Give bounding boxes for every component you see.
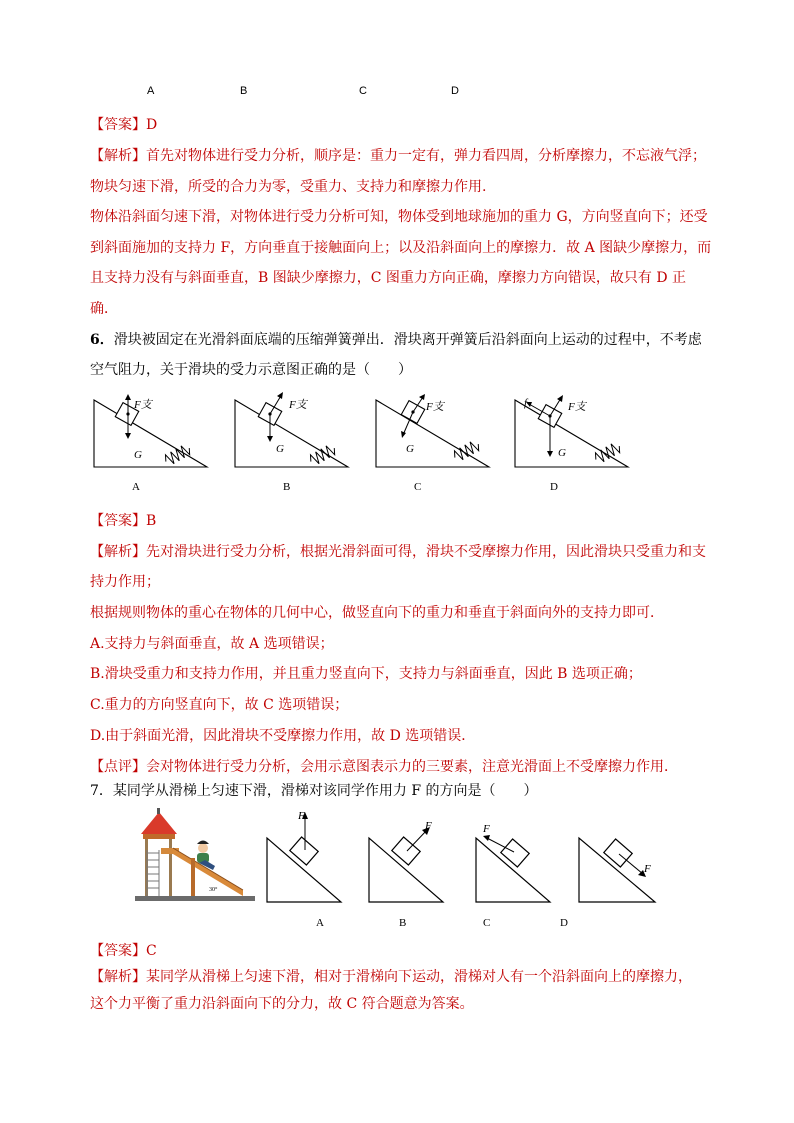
gravity-label: G [134, 449, 142, 461]
question-text: 滑块被固定在光滑斜面底端的压缩弹簧弹出．滑块离开弹簧后沿斜面向上运动的过程中，不考虑 [113, 332, 702, 348]
q6-stem-line-2: 空气阻力，关于滑块的受力示意图正确的是（ ） [90, 362, 412, 378]
force-label: F [425, 820, 432, 832]
q7-diagram-b [367, 818, 447, 905]
force-label: F [644, 863, 651, 875]
analysis-text: 首先对物体进行受力分析，顺序是：重力一定有，弹力看四周，分析摩擦力，不忘液气浮； [146, 148, 706, 164]
support-force-label: F支 [568, 401, 586, 413]
comment-text: 会对物体进行受力分析，会用示意图表示力的三要素，注意光滑面上不受摩擦力作用． [146, 759, 678, 775]
q7-analysis-line-2: 这个力平衡了重力沿斜面向下的分力，故 C 符合题意为答案。 [90, 996, 474, 1012]
q6-diagram-a [92, 392, 212, 472]
q7-stem [90, 781, 538, 801]
q5-answer [90, 115, 157, 135]
force-label: F [483, 823, 490, 835]
q7-option-c-label: C [483, 917, 491, 929]
q6-analysis-line-1 [90, 542, 706, 562]
q7-answer [90, 941, 157, 961]
angle-label: 30° [209, 887, 218, 893]
q6-option-a-label: A [132, 481, 140, 493]
prev-option-c: C [359, 85, 367, 97]
support-force-label: F支 [289, 399, 307, 411]
gravity-label: G [558, 447, 566, 459]
analysis-tag: 【解析】 [90, 544, 146, 560]
friction-label: f [524, 397, 528, 409]
analysis-text: 先对滑块进行受力分析，根据光滑斜面可得，滑块不受摩擦力作用，因此滑块只受重力和支 [146, 544, 706, 560]
q6-answer [90, 511, 156, 531]
analysis-tag: 【解析】 [90, 969, 146, 985]
q6-option-d-label: D [550, 481, 558, 493]
answer-value: B [146, 513, 157, 529]
analysis-tag: 【解析】 [90, 148, 146, 164]
q6-diagram-c [374, 392, 494, 472]
answer-tag: 【答案】 [90, 117, 146, 133]
gravity-label: G [406, 443, 414, 455]
q6-analysis-line-3: 根据规则物体的重心在物体的几何中心，做竖直向下的重力和垂直于斜面向外的支持力即可． [90, 605, 664, 621]
q5-analysis-line-3: 物体沿斜面匀速下滑，对物体进行受力分析可知，物体受到地球施加的重力 G，方向竖直向下；还受 [90, 209, 708, 225]
answer-tag: 【答案】 [90, 513, 146, 529]
prev-option-d: D [451, 85, 459, 97]
comment-tag: 【点评】 [90, 759, 146, 775]
q5-analysis-line-1 [90, 146, 706, 166]
q6-option-c-label: C [414, 481, 422, 493]
force-label: F [298, 810, 305, 822]
q5-analysis-line-2: 物块匀速下滑，所受的合力为零，受重力、支持力和摩擦力作用. [90, 179, 487, 195]
prev-option-b: B [240, 85, 248, 97]
q6-analysis-line-4: A.支持力与斜面垂直，故 A 选项错误； [90, 636, 334, 652]
q7-diagram-d [577, 828, 659, 905]
q5-analysis-line-4: 到斜面施加的支持力 F，方向垂直于接触面向上；以及沿斜面向上的摩擦力．故 A 图缺少摩擦力，而 [90, 240, 712, 256]
q7-diagram-c [474, 823, 554, 905]
analysis-text: 某同学从滑梯上匀速下滑，相对于滑梯向下运动，滑梯对人有一个沿斜面向上的摩擦力， [146, 969, 692, 985]
q5-analysis-line-6: 确． [90, 301, 118, 317]
q6-analysis-line-5: B.滑块受重力和支持力作用，并且重力竖直向下，支持力与斜面垂直，因此 B 选项正确； [90, 666, 642, 682]
support-force-label: F支 [426, 401, 444, 413]
question-text: 某同学从滑梯上匀速下滑，滑梯对该同学作用力 F 的方向是（ ） [112, 783, 538, 799]
q7-option-b-label: B [399, 917, 407, 929]
q7-analysis-line-1 [90, 967, 692, 987]
q6-option-b-label: B [283, 481, 291, 493]
q7-option-d-label: D [560, 917, 568, 929]
gravity-label: G [276, 443, 284, 455]
answer-value: C [146, 943, 157, 959]
answer-value: D [146, 117, 158, 133]
q6-stem-line-1 [90, 330, 702, 350]
question-number: 6． [90, 332, 114, 348]
answer-tag: 【答案】 [90, 943, 146, 959]
slide-illustration [133, 808, 257, 908]
q7-option-a-label: A [316, 917, 324, 929]
q6-diagram-b [233, 392, 353, 472]
q5-analysis-line-5: 且支持力没有与斜面垂直，B 图缺少摩擦力，C 图重力方向正确，摩擦力方向错误，故只有 D 正 [90, 270, 687, 286]
question-number: 7． [90, 783, 113, 799]
q6-analysis-line-2: 持力作用； [90, 574, 160, 590]
prev-option-a: A [147, 85, 155, 97]
q6-analysis-line-7: D.由于斜面光滑，因此滑块不受摩擦力作用，故 D 选项错误． [90, 728, 476, 744]
support-force-label: F支 [134, 399, 152, 411]
q7-diagram-a [265, 810, 345, 905]
q6-comment [90, 757, 678, 777]
q6-analysis-line-6: C.重力的方向竖直向下，故 C 选项错误； [90, 697, 349, 713]
q6-diagram-d [513, 392, 633, 472]
